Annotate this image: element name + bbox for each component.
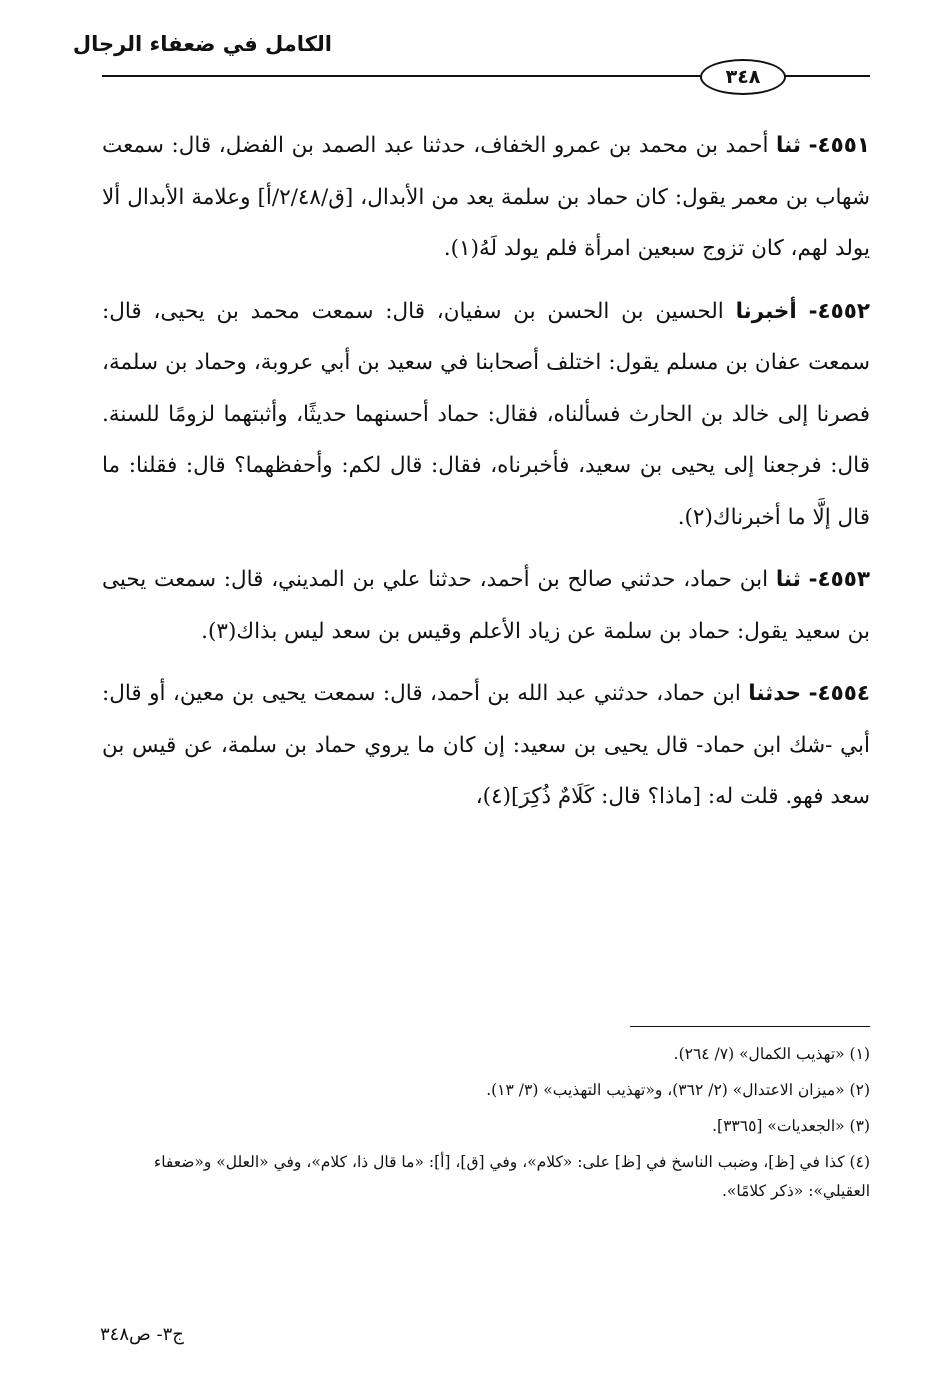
entry-number: ٤٥٥٢- — [808, 298, 870, 324]
footnote-4: (٤) كذا في [ظ]، وضبب الناسخ في [ظ] على: «كلام»، وفي [ق]، [أ]: «ما قال ذا، كلام»، وفي «العلل» و«ضعفاء العقيلي»: «ذكر كلامًا». — [153, 1153, 870, 1200]
entry-number: ٤٥٥١- — [808, 133, 870, 158]
entry-number: ٤٥٥٤- — [808, 681, 871, 706]
footnotes — [102, 1040, 870, 1213]
entry-4551 — [102, 120, 870, 275]
entry-number: ٤٥٥٣- — [808, 567, 871, 592]
entry-keyword: حدثنا — [748, 681, 802, 706]
entry-4554 — [102, 668, 870, 823]
entry-text: الحسين بن الحسن بن سفيان، قال: سمعت محمد بن يحيى، قال: سمعت عفان بن مسلم يقول: اختلف أصحابنا في سعيد بن أبي عروبة، وحماد بن سلمة، فصرنا إلى خالد بن الحارث فسألناه، فقال: حماد أحسنهما حديثًا، وأثبتهما لزومًا للسنة. قال: فرجعنا إلى يحيى بن سعيد، فأخبرناه، فقال: قال لكم: وأحفظهما؟ قال: فقلنا: ما قال إلَّا ما أخبرناك(٢). — [102, 298, 870, 530]
footnote-1: (١) «تهذيب الكمال» (٧/ ٢٦٤). — [673, 1045, 870, 1063]
main-text — [102, 120, 870, 834]
entry-keyword: ثنا — [776, 133, 801, 158]
footnote-2: (٢) «ميزان الاعتدال» (٢/ ٣٦٢)، و«تهذيب التهذيب» (٣/ ١٣). — [486, 1081, 870, 1099]
entry-4552 — [102, 286, 870, 544]
entry-keyword: ثنا — [775, 567, 801, 592]
page-number-badge — [700, 59, 786, 95]
footnote-3: (٣) «الجعديات» [٣٣٦٥]. — [712, 1117, 870, 1135]
running-title: الكامل في ضعفاء الرجال — [72, 32, 332, 56]
entry-text: أحمد بن محمد بن عمرو الخفاف، حدثنا عبد الصمد بن الفضل، قال: سمعت شهاب بن معمر يقول: كان حماد بن سلمة يعد من الأبدال، [ق/٢/٤٨/أ] وعلامة الأبدال ألا يولد لهم، كان تزوج سبعين امرأة فلم يولد لَهُ(١). — [102, 133, 870, 261]
entry-text: ابن حماد، حدثني عبد الله بن أحمد، قال: سمعت يحيى بن معين، أو قال: أبي -شك ابن حماد- قال يحيى بن سعيد: إن كان ما يروي حماد بن سلمة، عن قيس بن سعد فهو. قلت له: [ماذا؟ قال: كَلَامٌ ذُكِرَ](٤)، — [102, 681, 870, 809]
footnote-separator — [630, 1026, 870, 1027]
entry-4553 — [102, 554, 870, 657]
entry-keyword: أخبرنا — [735, 298, 797, 324]
page-number: ٣٤٨ — [725, 66, 761, 88]
volume-page-marker: ج٣- ص٣٤٨ — [100, 1324, 184, 1345]
entry-text: ابن حماد، حدثني صالح بن أحمد، حدثنا علي بن المديني، قال: سمعت يحيى بن سعيد يقول: حماد بن سلمة عن زياد الأعلم وقيس بن سعد ليس بذاك(٣). — [102, 567, 870, 644]
